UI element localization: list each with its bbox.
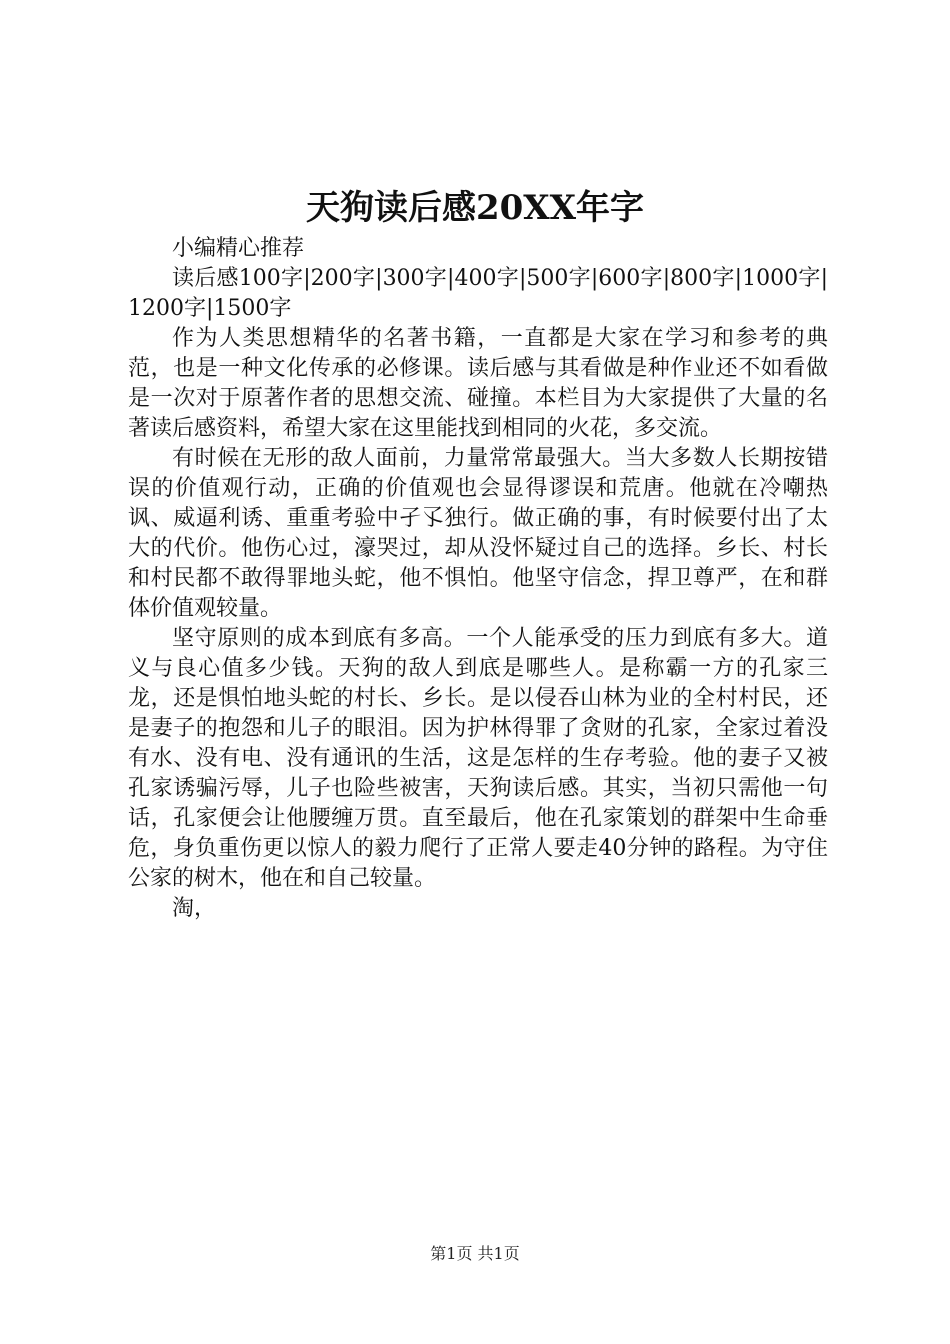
document-body	[128, 234, 828, 924]
recommendation-line: 小编精心推荐	[172, 236, 305, 261]
paragraph-3: 坚守原则的成本到底有多高。一个人能承受的压力到底有多大。道义与良心值多少钱。天狗的敌人到底是哪些人。是称霸一方的孔家三龙，还是惧怕地头蛇的村长、乡长。是以侵吞山林为业的全村村民，还是妻子的抱怨和儿子的眼泪。因为护林得罪了贪财的孔家，全家过着没有水、没有电、没有通讯的生活，这是怎样的生存考验。他的妻子又被孔家诱骗污辱，儿子也险些被害，天狗读后感。其实，当初只需他一句话，孔家便会让他腰缠万贯。直至最后，他在孔家策划的群架中生命垂危，身负重伤更以惊人的毅力爬行了正常人要走40分钟的路程。为守住公家的树木，他在和自己较量。	[128, 626, 828, 891]
word-count-links-line: 读后感100字|200字|300字|400字|500字|600字|800字|1000字|1200字|1500字	[128, 266, 828, 321]
document-title: 天狗读后感20XX年字	[305, 188, 645, 228]
paragraph-4: 淘，	[172, 896, 217, 921]
paragraph-intro: 作为人类思想精华的名著书籍，一直都是大家在学习和参考的典范，也是一种文化传承的必修课。读后感与其看做是种作业还不如看做是一次对于原著作者的思想交流、碰撞。本栏目为大家提供了大量的名著读后感资料，希望大家在这里能找到相同的火花，多交流。	[128, 326, 828, 441]
page-number-footer: 第1页 共1页	[430, 1244, 520, 1263]
paragraph-2: 有时候在无形的敌人面前，力量常常最强大。当大多数人长期按错误的价值观行动，正确的价值观也会显得谬误和荒唐。他就在冷嘲热讽、威逼利诱、重重考验中孑孓独行。做正确的事，有时候要付出了太大的代价。他伤心过，濠哭过，却从没怀疑过自己的选择。乡长、村长和村民都不敢得罪地头蛇，他不惧怕。他坚守信念，捍卫尊严，在和群体价值观较量。	[128, 446, 828, 621]
